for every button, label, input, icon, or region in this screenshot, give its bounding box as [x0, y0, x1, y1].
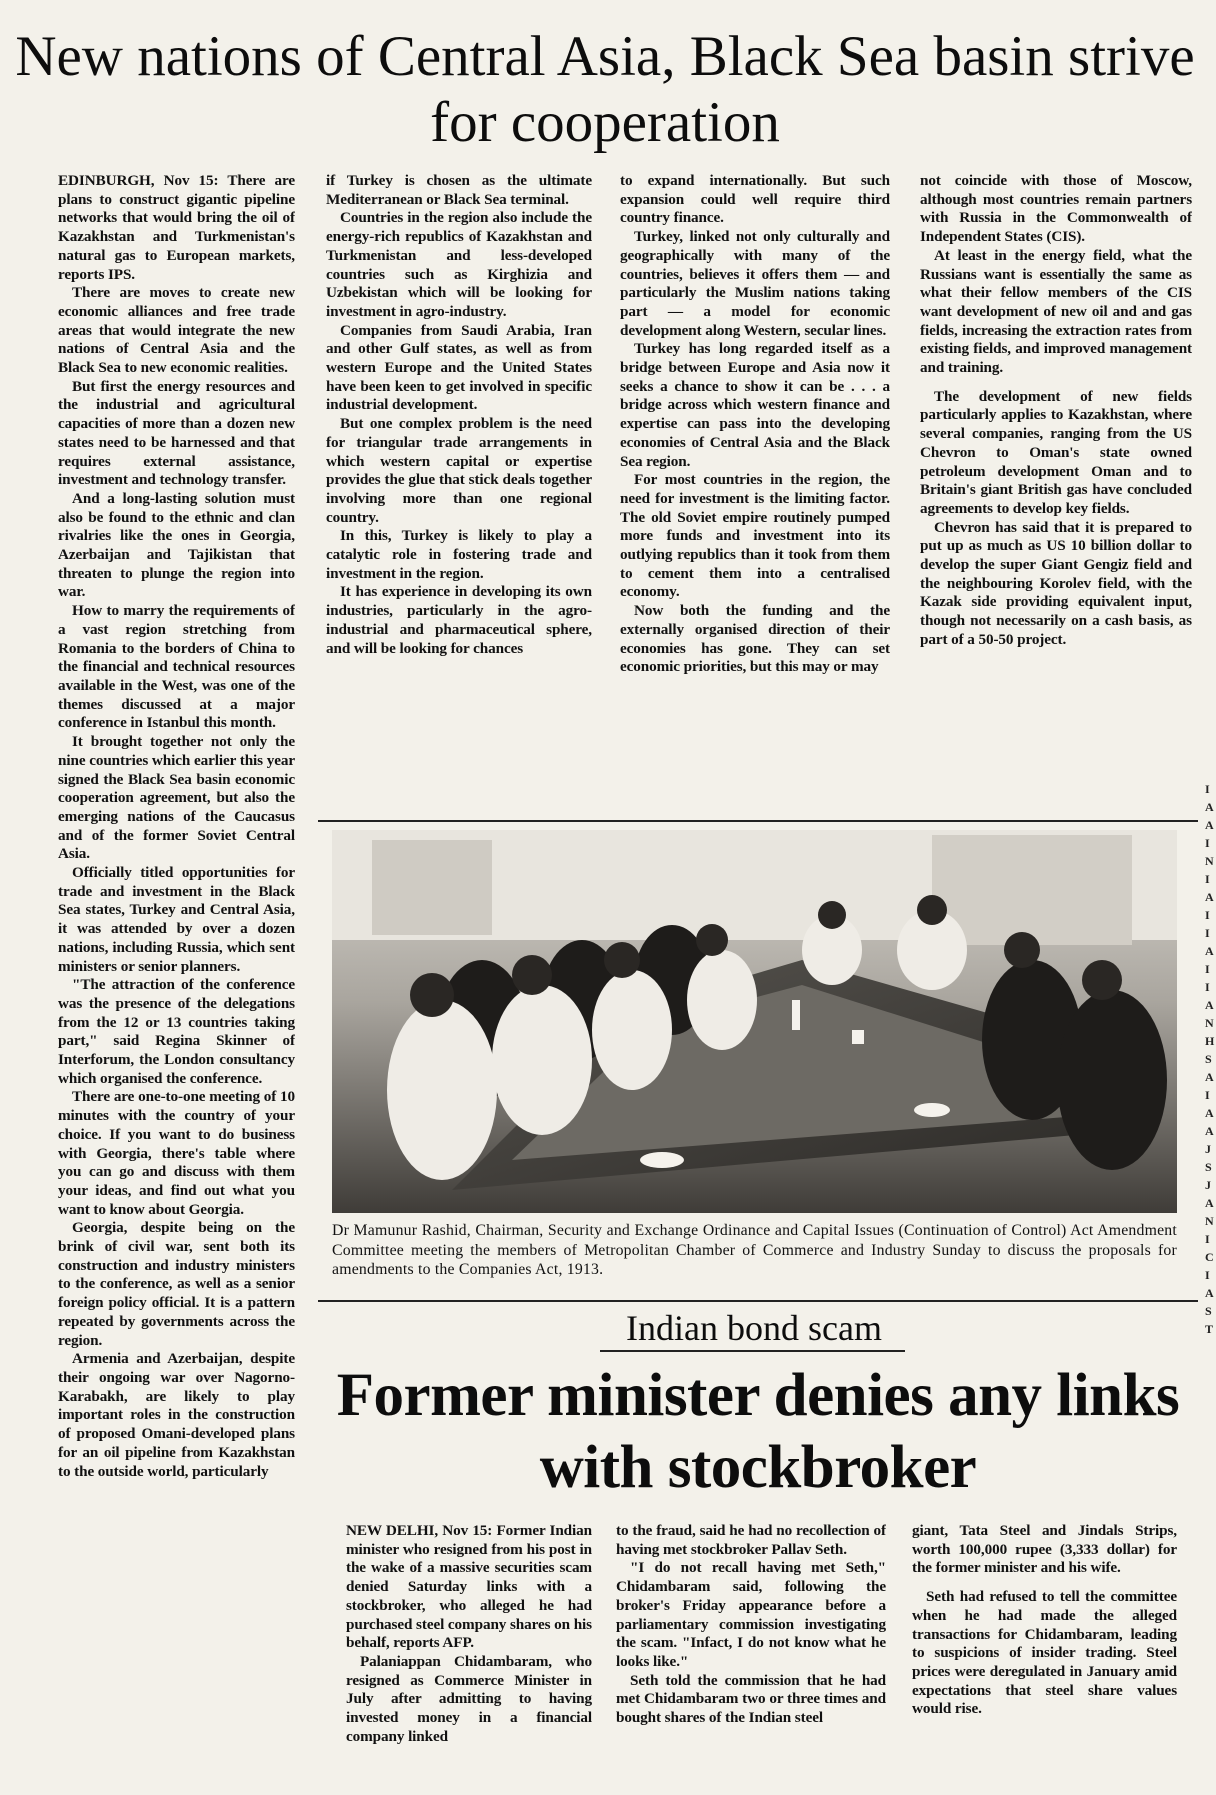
- paragraph: to expand internationally. But such expansion could well require third country finance.: [620, 172, 890, 227]
- paragraph: not coincide with those of Moscow, although most countries remain partners with Russia in the Commonwealth of Independent States (CIS).: [920, 172, 1192, 246]
- paragraph: Seth told the commission that he had met Chidambaram two or three times and bought shares of the Indian steel: [616, 1671, 886, 1727]
- article-column-3: [620, 172, 890, 817]
- paragraph: But one complex problem is the need for triangular trade arrangements in which western capital or expertise provides the glue that stick deals together involving more than one regional country.: [326, 415, 592, 526]
- paragraph: EDINBURGH, Nov 15: There are plans to construct gigantic pipeline networks that would bring the oil of Kazakhstan and Turkmenistan's natural gas to European markets, reports IPS.: [58, 172, 295, 283]
- paragraph: Turkey, linked not only culturally and geographically with many of the countries, believes it offers them — and particularly the Muslim nations taking part — a model for economic development along Western, secular lines.: [620, 228, 890, 339]
- paragraph: In this, Turkey is likely to play a catalytic role in fostering trade and investment in the region.: [326, 527, 592, 582]
- paragraph: Armenia and Azerbaijan, despite their ongoing war over Nagorno-Karabakh, are likely to play important roles in the construction of proposed Omani-developed plans for an oil pipeline from Kazakhstan to the outside world, particularly: [58, 1350, 295, 1480]
- article-kicker: Indian bond scam: [626, 1308, 882, 1348]
- paragraph: Companies from Saudi Arabia, Iran and other Gulf states, as well as from western Europe and the United States have been keen to get involved in specific industrial development.: [326, 321, 592, 414]
- paragraph: Palaniappan Chidambaram, who resigned as Commerce Minister in July after admitting to having invested money in a financial company linked: [346, 1652, 592, 1745]
- adjacent-column-edge: I A A I N I A I I A I I A N H S A I A A J S J A N I C I A S T: [1205, 782, 1215, 1336]
- paragraph: There are one-to-one meeting of 10 minutes with the country of your choice. If you want to do business with Georgia, there's table where you can go and discuss with them your ideas, and find out what you want to know about Georgia.: [58, 1088, 295, 1218]
- article2-column-2: [616, 1522, 886, 1787]
- paragraph: Countries in the region also include the energy-rich republics of Kazakhstan and Turkmenistan and less-developed countries such as Kirghizia and Uzbekistan which will be looking for investment in agro-industry.: [326, 209, 592, 320]
- paragraph: But first the energy resources and the industrial and agricultural capacities of more than a dozen new states need to be harnessed and that requires external assistance, investment and technology transfer.: [58, 377, 295, 489]
- article-column-1: [58, 172, 295, 1782]
- paragraph: Chevron has said that it is prepared to put up as much as US 10 billion dollar to develop the super Giant Gengiz field and the neighbouring Korolev field, with the Kazak side providing equivalent input, though not necessarily on a cash basis, as part of a 50-50 project.: [920, 518, 1192, 648]
- paragraph: if Turkey is chosen as the ultimate Mediterranean or Black Sea terminal.: [326, 172, 592, 208]
- paragraph: Now both the funding and the externally organised direction of their economies has gone. They can set economic priorities, but this may or may: [620, 602, 890, 676]
- paragraph: "The attraction of the conference was the presence of the delegations from the 12 or 13 countries taking part," said Regina Skinner of Interforum, the London consultancy which organised the conference.: [58, 976, 295, 1087]
- article2-column-3: [912, 1522, 1177, 1787]
- photo-caption: Dr Mamunur Rashid, Chairman, Security and Exchange Ordinance and Capital Issues (Continuation of Control) Act Amendment Committee meeting the members of Metropolitan Chamber of Commerce and Industry Sunday to discuss the proposals for amendments to the Companies Act, 1913.: [332, 1222, 1177, 1278]
- paragraph: giant, Tata Steel and Jindals Strips, worth 100,000 rupee (3,333 dollar) for the former minister and his wife.: [912, 1522, 1177, 1577]
- kicker-underline: [600, 1350, 905, 1352]
- paragraph: It has experience in developing its own industries, particularly in the agro-industrial and pharmaceutical sphere, and will be looking for chances: [326, 583, 592, 657]
- meeting-photo: [332, 830, 1177, 1213]
- paragraph: And a long-lasting solution must also be found to the ethnic and clan rivalries like the ones in Georgia, Azerbaijan and Tajikistan that threaten to plunge the region into war.: [58, 489, 295, 601]
- paragraph: Seth had refused to tell the committee when he had made the alleged transactions for Chidambaram, leading to suspicions of insider trading. Steel prices were deregulated in January amid expectations that steel share values would rise.: [912, 1588, 1177, 1718]
- paragraph: It brought together not only the nine countries which earlier this year signed the Black Sea basin economic cooperation agreement, but also the emerging nations of the Caucasus and of the former Soviet Central Asia.: [58, 733, 295, 863]
- article-column-4: [920, 172, 1192, 817]
- paragraph: Officially titled opportunities for trade and investment in the Black Sea states, Turkey and Central Asia, it was attended by over a dozen nations, including Russia, which sent ministers or senior planners.: [58, 864, 295, 975]
- article2-column-1: [346, 1522, 592, 1787]
- paragraph: "I do not recall having met Seth," Chidambaram said, following the broker's Friday appearance before a parliamentary commission investigating the scam. "Infact, I do not know what he looks like.": [616, 1559, 886, 1670]
- paragraph: Georgia, despite being on the brink of civil war, sent both its construction and industry ministers to the conference, as well as a senior foreign policy official. It is a pattern repeated by governments across the region.: [58, 1219, 295, 1349]
- paragraph: There are moves to create new economic alliances and free trade areas that would integrate the new nations of Central Asia and the Black Sea to new economic realities.: [58, 284, 295, 377]
- paragraph: NEW DELHI, Nov 15: Former Indian minister who resigned from his post in the wake of a massive securities scam denied Saturday links with a stockbroker, who alleged he had purchased steel company shares on his behalf, reports AFP.: [346, 1522, 592, 1652]
- paragraph: to the fraud, said he had no recollection of having met stockbroker Pallav Seth.: [616, 1522, 886, 1558]
- photo-illustration: [332, 830, 1177, 1213]
- paragraph: The development of new fields particularly applies to Kazakhstan, where several companies, ranging from the US Chevron to Oman's state owned petroleum development Oman and to Britain's giant British gas have concluded agreements to develop key fields.: [920, 387, 1192, 517]
- paragraph: For most countries in the region, the need for investment is the limiting factor. The old Soviet empire routinely pumped more funds and investment into its outlying republics than it took from them to cement them into a centralised economy.: [620, 471, 890, 601]
- article-headline-2: Former minister denies any links with stockbroker: [336, 1362, 1180, 1501]
- article-column-2: [326, 172, 592, 817]
- section-divider: [318, 820, 1198, 822]
- article-headline: New nations of Central Asia, Black Sea basin strive for cooperation: [15, 25, 1195, 154]
- paragraph: How to marry the requirements of a vast region stretching from Romania to the borders of China to the financial and technical resources available in the West, was one of the themes discussed at a major conference in Istanbul this month.: [58, 602, 295, 732]
- section-divider-2: [318, 1300, 1198, 1302]
- paragraph: Turkey has long regarded itself as a bridge between Europe and Asia now it seeks a chance to show it can be . . . a bridge across which western finance and expertise can pass into the developing economies of Central Asia and the Black Sea region.: [620, 340, 890, 470]
- paragraph: At least in the energy field, what the Russians want is essentially the same as what their fellow members of the CIS want development of new oil and and gas fields, increasing the extraction rates from existing fields, and improved management and training.: [920, 246, 1192, 377]
